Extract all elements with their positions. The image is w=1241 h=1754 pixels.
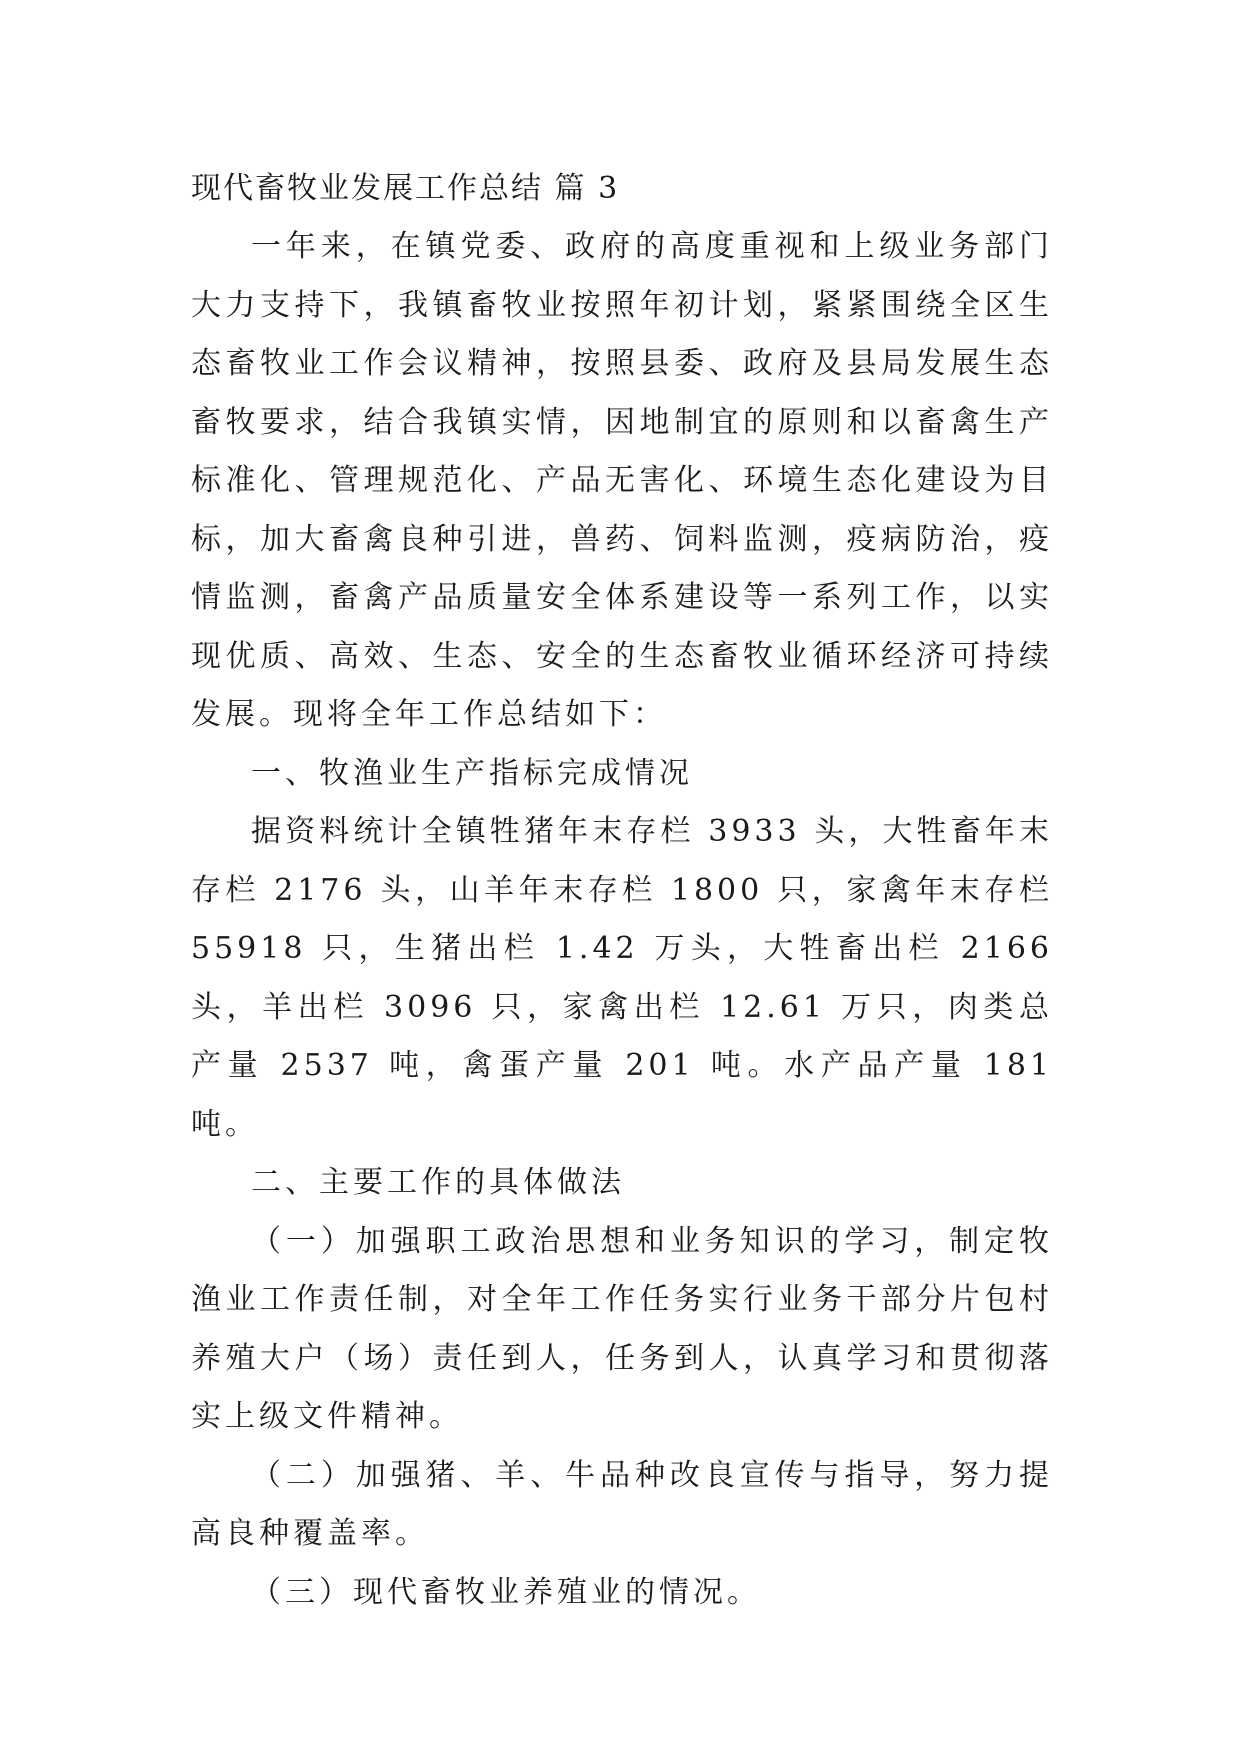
section-heading-2: 二、主要工作的具体做法 [251, 1165, 625, 1200]
subsection-paragraph-3: （三）现代畜牧业养殖业的情况。 [251, 1574, 761, 1610]
subsection-paragraph-1: （一）加强职工政治思想和业务知识的学习，制定牧渔业工作责任制，对全年工作任务实行业务干部分片包村养殖大户（场）责任到人，任务到人，认真学习和贯彻落实上级文件精神。 [191, 1223, 1053, 1434]
statistics-paragraph: 据资料统计全镇牲猪年末存栏 3933 头，大牲畜年末存栏 2176 头，山羊年末存栏 1800 只，家禽年末存栏 55918 只，生猪出栏 1.42 万头，大牲畜出栏 2166 头，羊出栏 3096 只，家禽出栏 12.61 万只，肉类总产量 2537 吨，禽蛋产量 201 吨。水产品产量 181 吨。 [191, 814, 1053, 1142]
intro-paragraph: 一年来，在镇党委、政府的高度重视和上级业务部门大力支持下，我镇畜牧业按照年初计划，紧紧围绕全区生态畜牧业工作会议精神，按照县委、政府及县局发展生态畜牧要求，结合我镇实情，因地制宜的原则和以畜禽生产标准化、管理规范化、产品无害化、环境生态化建设为目标，加大畜禽良种引进，兽药、饲料监测，疫病防治，疫情监测，畜禽产品质量安全体系建设等一系列工作，以实现优质、高效、生态、安全的生态畜牧业循环经济可持续发展。现将全年工作总结如下： [191, 229, 1053, 732]
document-body [191, 160, 1053, 1622]
document-title: 现代畜牧业发展工作总结 篇 3 [191, 171, 620, 206]
subsection-paragraph-2: （二）加强猪、羊、牛品种改良宣传与指导，努力提高良种覆盖率。 [191, 1457, 1053, 1551]
section-heading-1: 一、牧渔业生产指标完成情况 [251, 755, 693, 791]
